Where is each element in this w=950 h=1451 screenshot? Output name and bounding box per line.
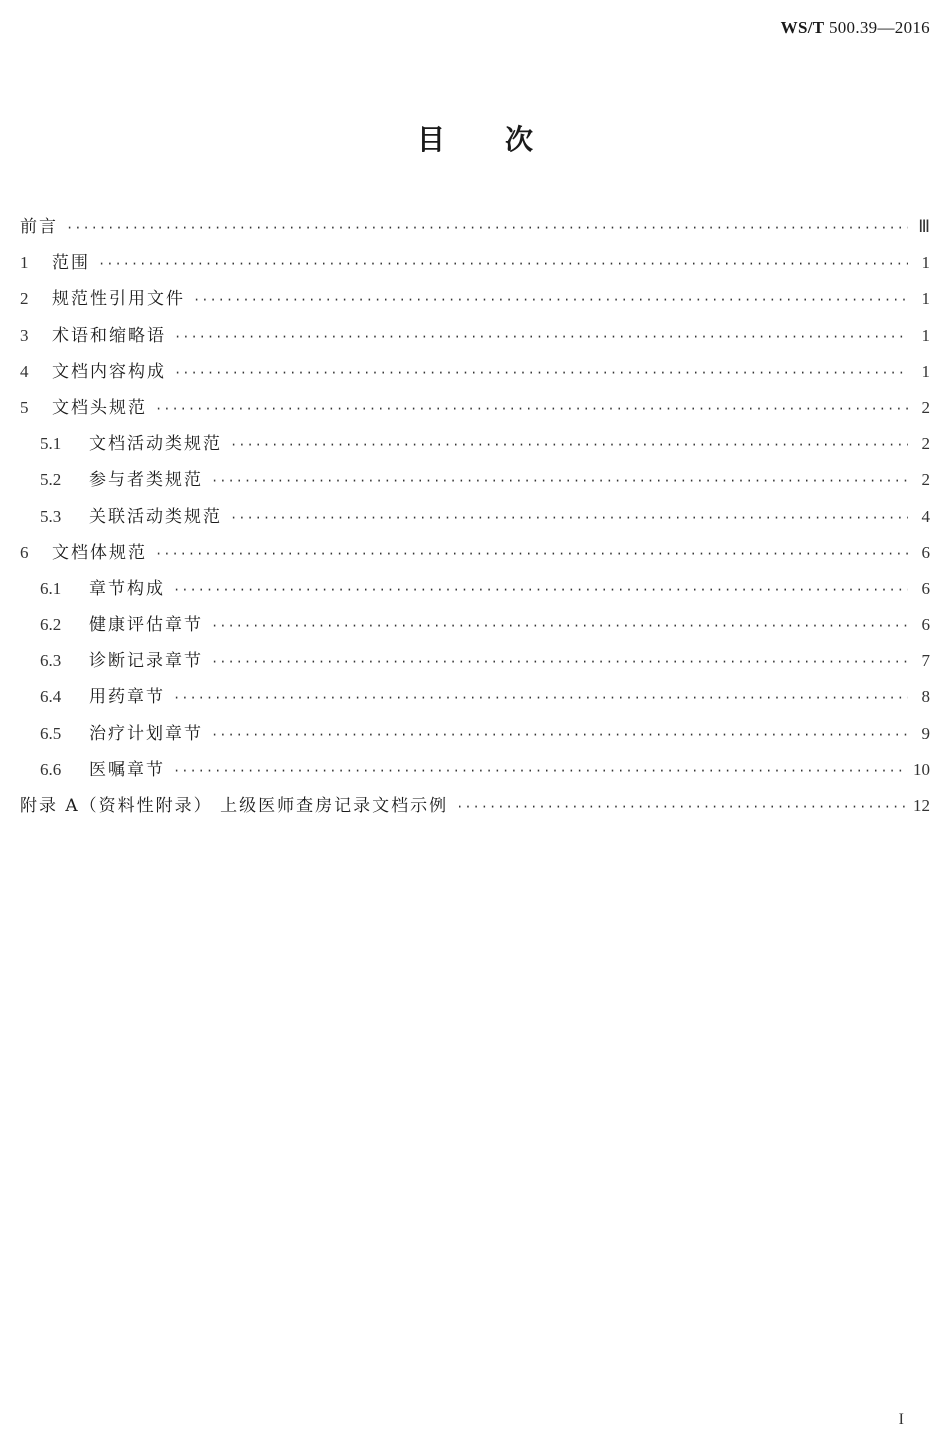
toc-entry-page: 1 [921,361,930,381]
toc-leader-dots [155,547,908,561]
toc-entry-appendix-a[interactable] [20,791,930,827]
toc-entry-5-3[interactable] [20,502,930,538]
document-code [781,18,930,38]
toc-entry-page: 10 [913,759,930,779]
toc-entry-number: 3 [20,325,29,345]
toc-entry-label: 医嘱章节 [89,759,165,780]
page-title [0,118,950,158]
toc-leader-dots [174,366,908,380]
toc-entry-page: 2 [921,470,930,490]
toc-entry-number: 6.5 [40,723,62,743]
toc-entry-page: 1 [921,325,930,345]
toc-leader-dots [173,764,905,778]
toc-entry-6-4[interactable] [20,682,930,718]
toc-entry-label: 健康评估章节 [89,615,203,636]
toc-entry-page: 6 [921,542,930,562]
toc-entry-1[interactable] [20,248,930,284]
toc-entry-number: 4 [20,361,29,381]
toc-entry-label: 治疗计划章节 [89,723,203,744]
toc-entry-label: 术语和缩略语 [52,325,166,346]
page-number: I [898,1411,904,1428]
toc-leader-dots [211,655,908,669]
toc-entry-label: 关联活动类规范 [89,506,222,527]
toc-entry-label: 附录 A（资料性附录） 上级医师查房记录文档示例 [20,796,449,816]
toc-entry-page: 6 [921,615,930,635]
toc-entry-page: 1 [921,253,930,273]
document-code-number: 500.39—2016 [828,18,930,37]
toc-entry-number: 5.1 [40,434,62,454]
toc-entry-label: 规范性引用文件 [52,289,185,310]
toc-entry-6-5[interactable] [20,719,930,755]
toc-entry-page: 1 [921,289,930,309]
toc-leader-dots [456,800,905,814]
toc-entry-page: Ⅲ [918,217,930,236]
toc-entry-label: 章节构成 [89,578,165,599]
toc-entry-page: 6 [921,578,930,598]
toc-entry-foreword[interactable] [20,212,930,248]
toc-leader-dots [155,402,908,416]
toc-entry-number: 6.4 [40,687,62,707]
toc-entry-page: 2 [921,434,930,454]
toc-entry-label: 文档活动类规范 [89,434,222,455]
page-title-char-2: 次 [505,123,534,156]
toc-leader-dots [211,619,908,633]
toc-entry-label: 范围 [52,253,90,274]
toc-entry-number: 5.3 [40,506,62,526]
toc-entry-6-3[interactable] [20,646,930,682]
toc-entry-label: 文档内容构成 [52,361,166,382]
toc-leader-dots [174,330,908,344]
toc-entry-number: 2 [20,289,29,309]
toc-entry-page: 8 [921,687,930,707]
toc-leader-dots [193,293,908,307]
toc-entry-page: 9 [921,723,930,743]
toc-entry-number: 6.3 [40,651,62,671]
toc-entry-5-2[interactable] [20,465,930,501]
toc-entry-6[interactable] [20,538,930,574]
toc-leader-dots [98,257,908,271]
document-code-prefix: WS/T [780,18,825,37]
toc-entry-label: 文档头规范 [52,397,147,418]
toc-entry-6-6[interactable] [20,755,930,791]
toc-entry-label: 诊断记录章节 [89,651,203,672]
toc-entry-5[interactable] [20,393,930,429]
toc-entry-6-2[interactable] [20,610,930,646]
toc-entry-5-1[interactable] [20,429,930,465]
toc-leader-dots [211,728,908,742]
toc-leader-dots [173,583,908,597]
toc-entry-number: 6.6 [40,759,62,779]
toc-leader-dots [230,438,908,452]
toc-entry-number: 6 [20,542,29,562]
toc-entry-label: 用药章节 [89,687,165,708]
toc-entry-2[interactable] [20,284,930,320]
toc-entry-6-1[interactable] [20,574,930,610]
toc-entry-number: 5 [20,397,29,417]
toc-entry-label: 参与者类规范 [89,470,203,491]
toc-entry-4[interactable] [20,357,930,393]
toc-entry-label: 前言 [20,217,58,237]
toc-entry-page: 7 [921,651,930,671]
toc-entry-page: 12 [913,796,930,815]
toc-leader-dots [173,691,908,705]
toc-entry-page: 4 [921,506,930,526]
toc-entry-number: 1 [20,253,29,273]
toc-entry-number: 6.1 [40,578,62,598]
toc-entry-label: 文档体规范 [52,542,147,563]
toc-entry-number: 5.2 [40,470,62,490]
toc-leader-dots [66,221,908,235]
table-of-contents [20,212,930,827]
toc-leader-dots [211,474,908,488]
toc-entry-3[interactable] [20,321,930,357]
toc-leader-dots [230,511,908,525]
toc-entry-page: 2 [921,397,930,417]
toc-entry-number: 6.2 [40,615,62,635]
page-title-char-1: 目 [416,123,445,156]
